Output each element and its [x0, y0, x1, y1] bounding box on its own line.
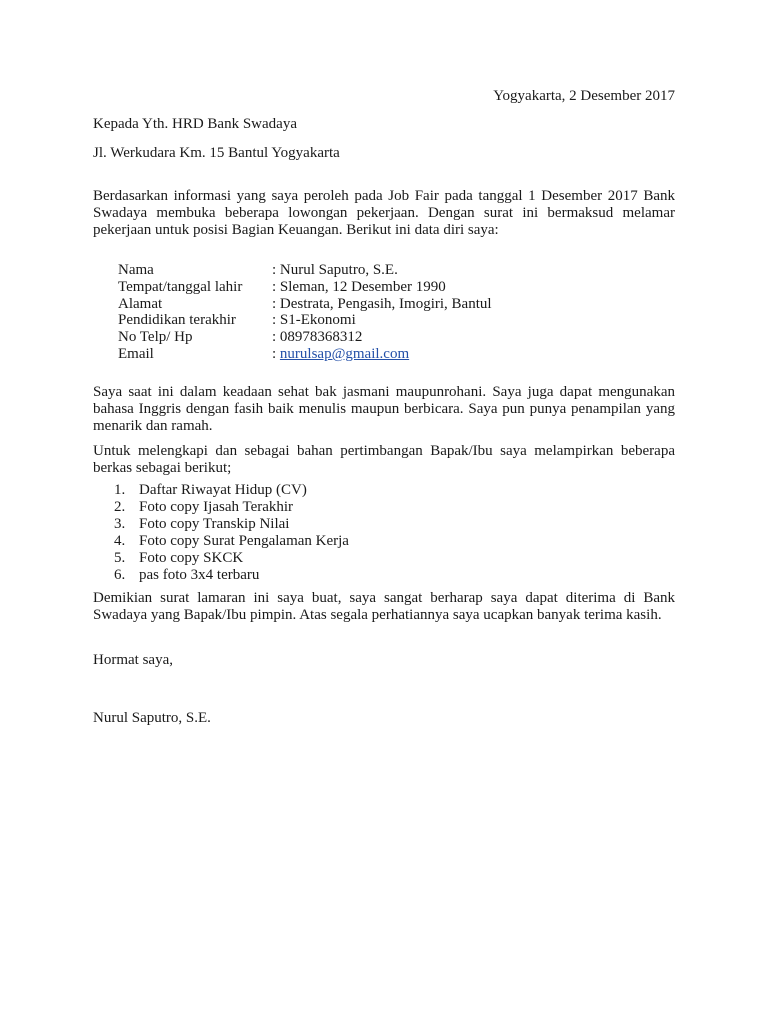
- data-value: : 08978368312: [272, 329, 363, 346]
- data-row-phone: [118, 329, 492, 346]
- list-item: [114, 567, 349, 584]
- list-item-text: Foto copy Transkip Nilai: [139, 516, 290, 532]
- data-value: : Sleman, 12 Desember 1990: [272, 278, 446, 295]
- list-item: [114, 499, 349, 516]
- closing-line: Swadaya yang Bapak/Ibu pimpin. Atas segala perhatiannya saya ucapkan banyak terima kasih.: [93, 607, 662, 623]
- health-paragraph: [93, 384, 675, 435]
- attachment-intro-paragraph: [93, 443, 675, 477]
- list-item: [114, 482, 349, 499]
- recipient-line-1: Kepada Yth. HRD Bank Swadaya: [93, 116, 297, 132]
- data-label: Alamat: [118, 295, 163, 312]
- list-item: [114, 550, 349, 567]
- data-row-address: [118, 296, 492, 313]
- health-line: Saya saat ini dalam keadaan sehat bak jasmani maupunrohani. Saya juga dapat mengunakan: [93, 384, 675, 400]
- list-item-text: Foto copy Surat Pengalaman Kerja: [139, 533, 349, 549]
- list-item-number: 3.: [114, 516, 126, 532]
- data-label: Email: [118, 345, 154, 362]
- data-label: Tempat/tanggal lahir: [118, 278, 243, 295]
- data-value: : S1-Ekonomi: [272, 312, 356, 329]
- data-row-email: [118, 346, 492, 363]
- data-value: : Destrata, Pengasih, Imogiri, Bantul: [272, 295, 492, 312]
- list-item-number: 4.: [114, 533, 126, 549]
- data-row-education: [118, 312, 492, 329]
- letter-date: Yogyakarta, 2 Desember 2017: [493, 88, 675, 104]
- recipient-line-2: Jl. Werkudara Km. 15 Bantul Yogyakarta: [93, 145, 340, 161]
- intro-paragraph: [93, 188, 675, 239]
- email-link[interactable]: nurulsap@gmail.com: [279, 345, 410, 362]
- data-row-name: [118, 262, 492, 279]
- data-value: : Nurul Saputro, S.E.: [272, 262, 398, 278]
- list-item-text: Daftar Riwayat Hidup (CV): [139, 482, 307, 498]
- data-label: Nama: [118, 262, 154, 278]
- list-item-number: 6.: [114, 567, 126, 583]
- closing-line: Demikian surat lamaran ini saya buat, saya sangat berharap saya dapat diterima di Bank: [93, 590, 675, 606]
- intro-line: pekerjaan untuk posisi Bagian Keuangan. Berikut ini data diri saya:: [93, 222, 499, 238]
- data-label: Pendidikan terakhir: [118, 312, 236, 329]
- list-item-text: Foto copy SKCK: [139, 550, 244, 566]
- email-prefix: :: [272, 345, 280, 362]
- list-item-number: 2.: [114, 499, 126, 515]
- health-line: menarik dan ramah.: [93, 418, 213, 434]
- list-item-number: 1.: [114, 482, 126, 498]
- data-row-birth: [118, 279, 492, 296]
- intro-line: Berdasarkan informasi yang saya peroleh pada Job Fair pada tanggal 1 Desember 2017 Bank: [93, 188, 675, 204]
- data-value: [272, 346, 409, 363]
- intro-line: Swadaya membuka beberapa lowongan pekerjaan. Dengan surat ini bermaksud melamar: [93, 205, 675, 221]
- regards-text: Hormat saya,: [93, 652, 173, 668]
- signer-name: Nurul Saputro, S.E.: [93, 710, 211, 726]
- list-item: [114, 516, 349, 533]
- attachment-list: [114, 482, 349, 584]
- attachment-intro-line: Untuk melengkapi dan sebagai bahan pertimbangan Bapak/Ibu saya melampirkan beberapa: [93, 443, 675, 459]
- list-item-number: 5.: [114, 550, 126, 566]
- closing-paragraph: [93, 590, 675, 624]
- personal-data-table: [118, 262, 492, 363]
- health-line: bahasa Inggris dengan fasih baik menulis maupun berbicara. Saya pun punya penampilan yang: [93, 401, 675, 417]
- list-item-text: Foto copy Ijasah Terakhir: [139, 499, 294, 515]
- list-item: [114, 533, 349, 550]
- list-item-text: pas foto 3x4 terbaru: [139, 567, 260, 583]
- data-label: No Telp/ Hp: [118, 329, 193, 346]
- attachment-intro-line: berkas sebagai berikut;: [93, 460, 232, 476]
